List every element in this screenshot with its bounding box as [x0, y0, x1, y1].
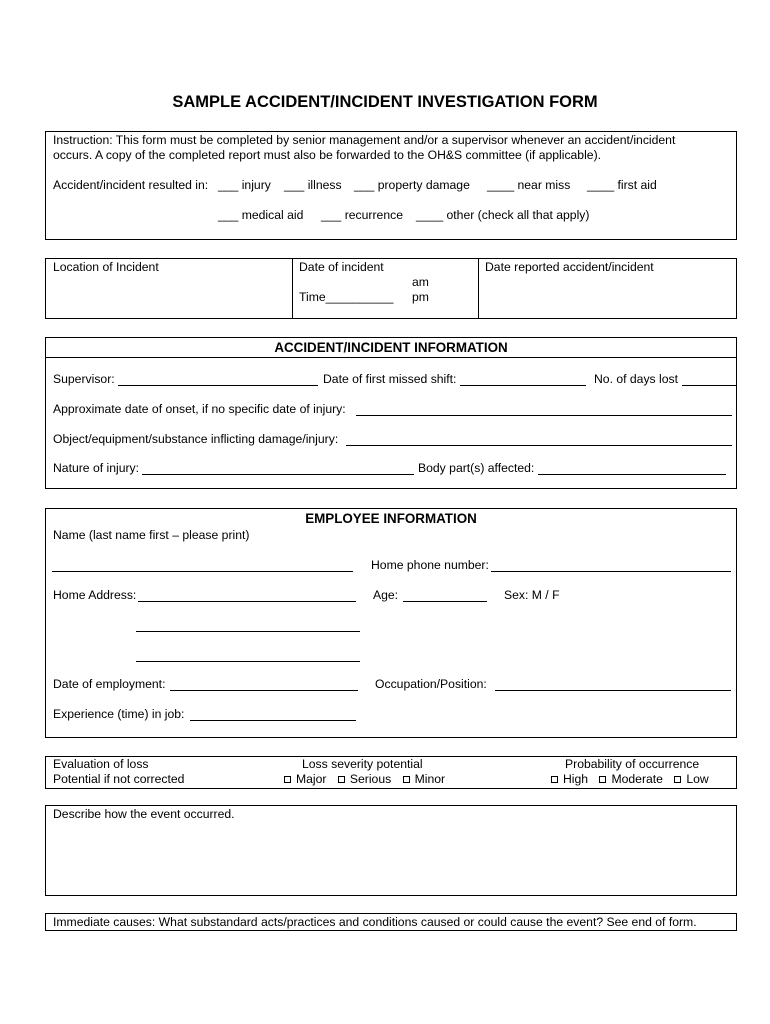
- pm-label: pm: [412, 290, 429, 304]
- evaluation-label-2: Potential if not corrected: [53, 772, 185, 786]
- home-address-field-3[interactable]: [136, 661, 360, 662]
- experience-label: Experience (time) in job:: [53, 707, 185, 721]
- home-phone-field[interactable]: [491, 571, 731, 572]
- evaluation-box: [45, 756, 737, 789]
- accident-info-heading: ACCIDENT/INCIDENT INFORMATION: [274, 340, 508, 355]
- severity-major[interactable]: Major: [284, 772, 326, 786]
- probability-label: Probability of occurrence: [565, 757, 700, 771]
- instruction-box: [45, 131, 737, 240]
- checkbox-icon: [551, 776, 558, 783]
- name-field[interactable]: [52, 571, 353, 572]
- supervisor-label: Supervisor:: [53, 372, 115, 386]
- option-recurrence[interactable]: ___ recurrence: [321, 208, 403, 222]
- employee-info-box: [45, 508, 737, 738]
- describe-event-label: Describe how the event occurred.: [53, 807, 235, 821]
- instruction-line-2: occurs. A copy of the completed report must also be forwarded to the OH&S committee (if applicable).: [53, 148, 602, 162]
- home-phone-label: Home phone number:: [371, 558, 489, 572]
- age-label: Age:: [373, 588, 399, 602]
- date-of-incident-label: Date of incident: [299, 260, 384, 274]
- first-missed-shift-label: Date of first missed shift:: [323, 372, 457, 386]
- date-reported-label: Date reported accident/incident: [485, 260, 654, 274]
- body-part-field[interactable]: [538, 474, 726, 475]
- object-equipment-field[interactable]: [346, 445, 732, 446]
- checkbox-icon: [338, 776, 345, 783]
- nature-of-injury-field[interactable]: [142, 474, 414, 475]
- resulted-in-label: Accident/incident resulted in:: [53, 178, 209, 192]
- severity-options: [284, 772, 453, 787]
- age-field[interactable]: [403, 601, 487, 602]
- supervisor-field[interactable]: [118, 385, 318, 386]
- home-address-field-2[interactable]: [136, 631, 360, 632]
- object-equipment-label: Object/equipment/substance inflicting damage/injury:: [53, 432, 339, 446]
- days-lost-label: No. of days lost: [594, 372, 678, 386]
- onset-date-label: Approximate date of onset, if no specific date of injury:: [53, 402, 346, 416]
- experience-field[interactable]: [190, 720, 356, 721]
- checkbox-icon: [674, 776, 681, 783]
- severity-serious[interactable]: Serious: [338, 772, 391, 786]
- probability-moderate[interactable]: Moderate: [599, 772, 663, 786]
- instruction-line-1: Instruction: This form must be completed by senior management and/or a supervisor whenever an accident/incident: [53, 133, 676, 147]
- severity-minor[interactable]: Minor: [403, 772, 445, 786]
- body-part-label: Body part(s) affected:: [418, 461, 535, 475]
- checkbox-icon: [284, 776, 291, 783]
- checkbox-icon: [403, 776, 410, 783]
- incident-details-table: [45, 258, 737, 319]
- onset-date-field[interactable]: [356, 415, 732, 416]
- option-illness[interactable]: ___ illness: [284, 178, 342, 192]
- checkbox-icon: [599, 776, 606, 783]
- probability-high[interactable]: High: [551, 772, 588, 786]
- am-label: am: [412, 275, 429, 289]
- sex-label[interactable]: Sex: M / F: [504, 588, 560, 602]
- probability-options: [551, 772, 717, 787]
- employment-date-field[interactable]: [170, 690, 358, 691]
- home-address-label: Home Address:: [53, 588, 137, 602]
- occupation-label: Occupation/Position:: [375, 677, 487, 691]
- name-label: Name (last name first – please print): [53, 528, 250, 542]
- days-lost-field[interactable]: [682, 385, 736, 386]
- evaluation-label-1: Evaluation of loss: [53, 757, 149, 771]
- option-near-miss[interactable]: ____ near miss: [487, 178, 571, 192]
- option-first-aid[interactable]: ____ first aid: [587, 178, 657, 192]
- severity-label: Loss severity potential: [302, 757, 423, 771]
- option-property-damage[interactable]: ___ property damage: [354, 178, 470, 192]
- option-other[interactable]: ____ other (check all that apply): [416, 208, 590, 222]
- option-injury[interactable]: ___ injury: [218, 178, 271, 192]
- describe-event-box[interactable]: [45, 805, 737, 896]
- accident-info-box: [45, 337, 737, 489]
- form-title: SAMPLE ACCIDENT/INCIDENT INVESTIGATION FORM: [172, 93, 598, 111]
- nature-of-injury-label: Nature of injury:: [53, 461, 140, 475]
- probability-low[interactable]: Low: [674, 772, 708, 786]
- employee-info-heading: EMPLOYEE INFORMATION: [305, 511, 477, 526]
- time-label: Time__________: [299, 290, 394, 304]
- immediate-causes-box[interactable]: [45, 913, 737, 931]
- first-missed-shift-field[interactable]: [460, 385, 586, 386]
- location-label: Location of Incident: [53, 260, 159, 274]
- home-address-field-1[interactable]: [138, 601, 356, 602]
- occupation-field[interactable]: [495, 690, 731, 691]
- option-medical-aid[interactable]: ___ medical aid: [218, 208, 304, 222]
- immediate-causes-label: Immediate causes: What substandard acts/practices and conditions caused or could cause the event? See end of form.: [53, 915, 697, 929]
- employment-date-label: Date of employment:: [53, 677, 166, 691]
